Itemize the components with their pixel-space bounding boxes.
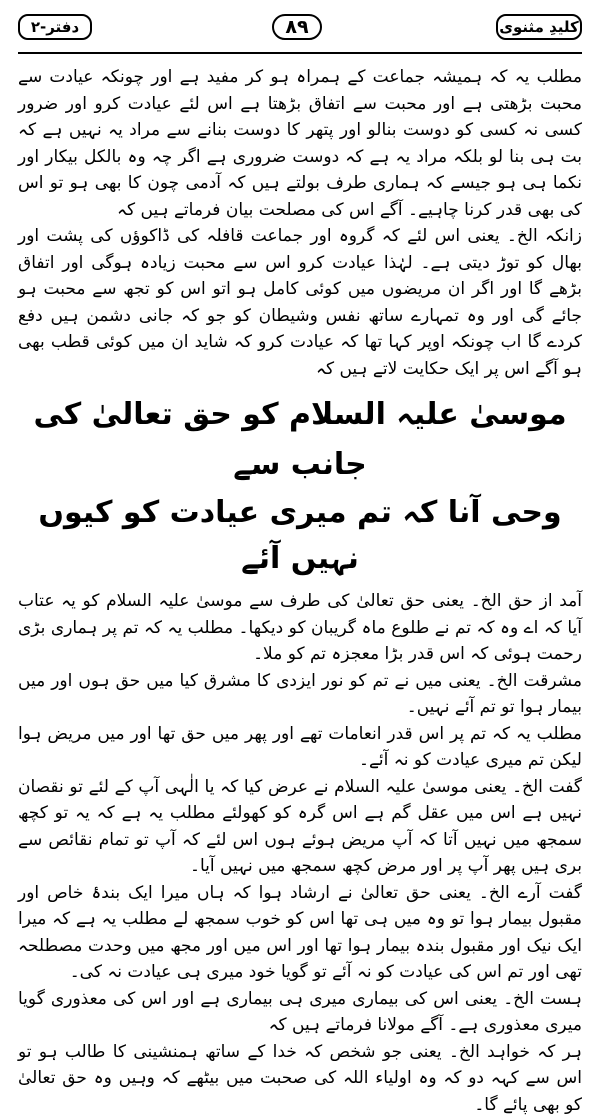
- paragraph: آمد از حق الخ۔ یعنی حق تعالیٰ کی طرف سے موسیٰ علیہ السلام کو یہ عتاب آیا کہ اے وہ کہ تم نے طلوع ماہ گریبان کو دیکھا۔ مطلب یہ کہ تم پر ہماری بڑی رحمت ہوئی کہ اس قدر بڑا معجزہ تم کو ملا۔: [18, 588, 582, 668]
- paragraph: مطلب یہ کہ تم پر اس قدر انعامات تھے اور پھر میں حق تھا اور میں مریض ہوا لیکن تم میری عیادت کو نہ آئے۔: [18, 721, 582, 774]
- paragraph: گفت آرے الخ۔ یعنی حق تعالیٰ نے ارشاد ہوا کہ ہاں میرا ایک بندۂ خاص اور مقبول بیمار ہوا تو وہ میں ہی تھا اس کو خوب سمجھ لے مطلب یہ ہے کہ میرا ایک نیک اور مقبول بندہ بیمار ہوا تھا اور اس میں اور مجھ میں وحدت مصطلحہ تھی اور تم اس کی عیادت کو نہ آئے تو گویا خود میری ہی عیادت نہ کی۔: [18, 880, 582, 986]
- paragraph: ہست الخ۔ یعنی اس کی بیماری میری ہی بیماری ہے اور اس کی معذوری گویا میری معذوری ہے۔ آگے مولانا فرماتے ہیں کہ: [18, 986, 582, 1039]
- body-text-continued: [18, 588, 582, 1118]
- page-number: ۸۹: [272, 14, 322, 40]
- volume-label: دفتر-۲: [18, 14, 92, 40]
- book-title: کلیدِ مثنوی: [496, 14, 582, 40]
- section-heading-line-2: وحی آنا کہ تم میری عیادت کو کیوں نہیں آئے: [18, 490, 582, 582]
- paragraph: زانکہ الخ۔ یعنی اس لئے کہ گروہ اور جماعت قافلہ کی ڈاکوؤں کی پشت اور بھال کو توڑ دیتی ہے۔ لہٰذا عیادت کرو اس سے محبت زیادہ ہوگی اور اتفاق بڑھے گا اور اگر ان مریضوں میں کوئی کامل ہو اتو اس کو تجھ سے محبت ہو جائے گی اور وہ تمہارے ساتھ نفس وشیطان کو جو کہ جانی دشمن ہیں دفع کردے گا اب چونکہ اوپر کہا تھا کہ عیادت کرو کہ شاید ان میں کوئی قطب بھی ہو آگے اس پر ایک حکایت لاتے ہیں کہ: [18, 223, 582, 382]
- paragraph: ہر کہ خواہد الخ۔ یعنی جو شخص کہ خدا کے ساتھ ہمنشینی کا طالب ہو تو اس سے کہہ دو کہ وہ اولیاء اللہ کی صحبت میں بیٹھے کہ وہیں وہ حق تعالیٰ کو بھی پائے گا۔: [18, 1039, 582, 1118]
- paragraph: گفت الخ۔ یعنی موسیٰ علیہ السلام نے عرض کیا کہ یا الٰہی آپ کے لئے تو نقصان نہیں ہے اس میں عقل گم ہے اس گرہ کو کھولئے مطلب یہ ہے کہ یہ تو کچھ سمجھ میں نہیں آتا کہ آپ مریض ہوئے ہوں اس لئے کہ آپ تو تمام نقائص سے بری ہیں پھر آپ پر اور مرض کچھ سمجھ میں نہیں آیا۔: [18, 774, 582, 880]
- section-heading-line-1: موسیٰ علیہ السلام کو حق تعالیٰ کی جانب سے: [18, 390, 582, 490]
- page-header: [18, 8, 582, 54]
- paragraph: مشرقت الخ۔ یعنی میں نے تم کو نور ایزدی کا مشرق کیا میں حق ہوں اور میں بیمار ہوا تو تم آئے نہیں۔: [18, 668, 582, 721]
- paragraph: مطلب یہ کہ ہمیشہ جماعت کے ہمراہ ہو کر مفید ہے اور چونکہ عیادت سے محبت بڑھتی ہے اور محبت سے اتفاق بڑھتا ہے اس لئے عیادت کرو اور ضرور کسی نہ کسی کو دوست بنالو اور پتھر کا دوست بنانے سے مراد یہ نہیں ہے کہ بت ہی بنا لو بلکہ مراد یہ ہے کہ دوست ضروری ہے اگر چہ وہ بالکل بیکار اور نکما ہی ہو جیسے کہ ہماری طرف بولتے ہیں کہ آدمی چون کا بھی ہو تو اس کی بھی قدر کرنا چاہیے۔ آگے اس کی مصلحت بیان فرماتے ہیں کہ: [18, 64, 582, 223]
- body-text: [18, 64, 582, 382]
